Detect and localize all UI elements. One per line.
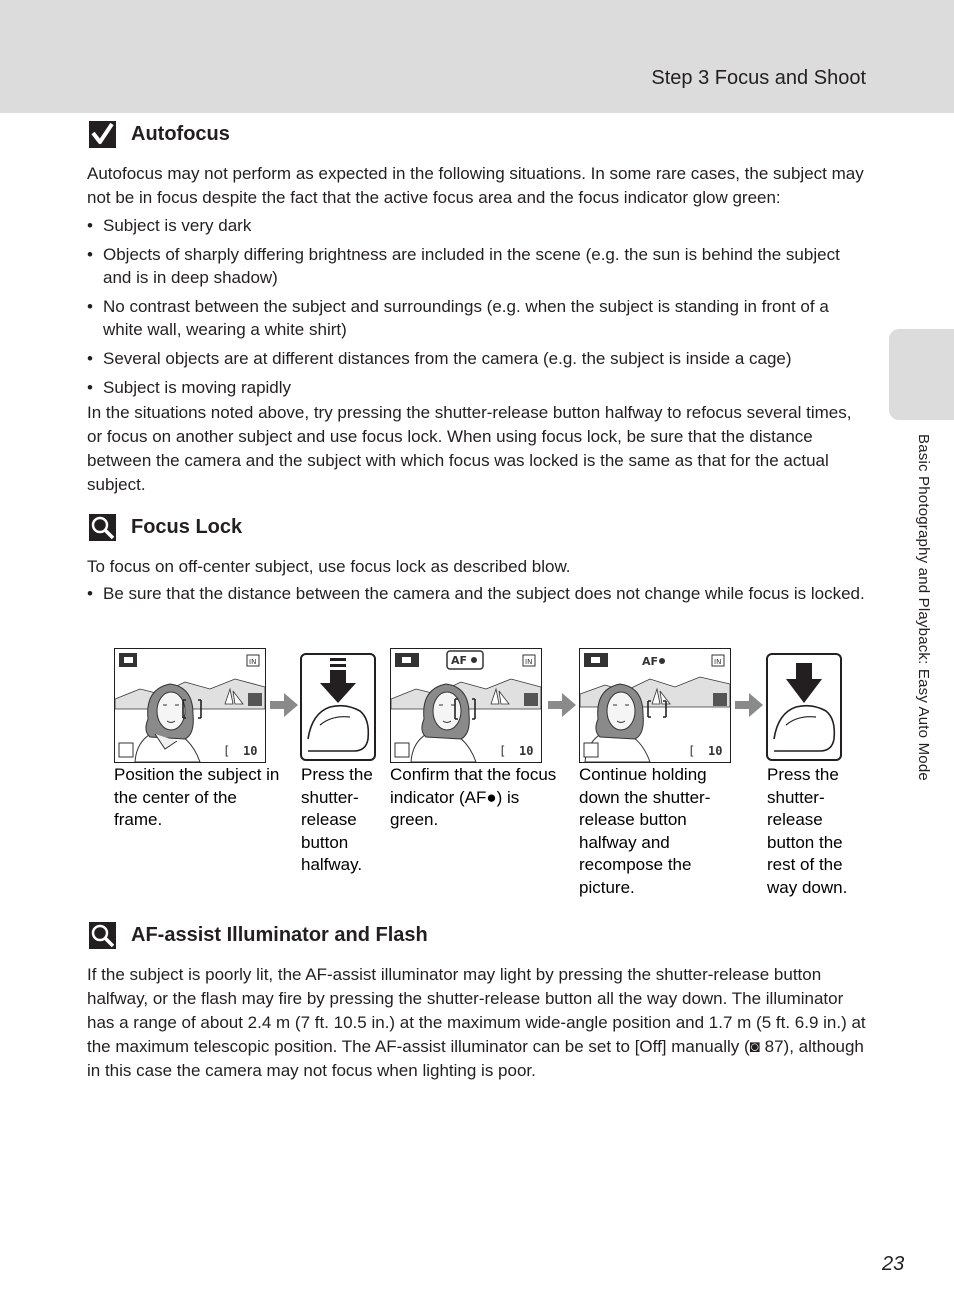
focus-lock-intro: To focus on off-center subject, use focus lock as described blow. xyxy=(87,557,571,576)
list-item: • Several objects are at different distances from the camera (e.g. the subject is inside a cage) xyxy=(87,347,867,370)
vr-icon xyxy=(524,693,538,706)
vr-icon xyxy=(713,693,727,706)
frames-remaining-label: 10 xyxy=(708,744,723,758)
camera-screen-step-1 xyxy=(114,648,266,763)
autofocus-heading-row xyxy=(88,120,230,149)
step-caption-5: Press the shutter-release button the rest of the way down. xyxy=(767,765,848,897)
page-number: 23 xyxy=(882,1253,905,1275)
af-assist-heading: AF-assist Illuminator and Flash xyxy=(131,924,428,946)
step-caption-1: Position the subject in the center of the frame. xyxy=(114,765,280,829)
image-mode-icon xyxy=(584,743,598,757)
af-indicator-icon xyxy=(642,655,665,668)
svg-text:AF: AF xyxy=(642,655,659,668)
finger-press-icon xyxy=(766,653,842,761)
running-header: Step 3 Focus and Shoot xyxy=(651,67,866,89)
svg-text:[: [ xyxy=(223,744,231,758)
list-item: • Subject is very dark xyxy=(87,214,867,237)
arrow-right-icon xyxy=(548,693,576,717)
autofocus-heading: Autofocus xyxy=(131,123,230,145)
camera-screen-step-3 xyxy=(390,648,542,763)
frames-remaining-label: 10 xyxy=(243,744,258,758)
list-item: • No contrast between the subject and surroundings (e.g. when the subject is standing in front of a white wall, wearing a white shirt) xyxy=(87,295,867,341)
focus-lock-bullet-list xyxy=(87,582,867,611)
svg-text:AF: AF xyxy=(451,654,468,667)
list-item: • Be sure that the distance between the camera and the subject does not change while focus is locked. xyxy=(87,582,867,605)
list-item: • Objects of sharply differing brightness are included in the scene (e.g. the sun is behind the subject and is in deep shadow) xyxy=(87,243,867,289)
list-item: • Subject is moving rapidly xyxy=(87,376,867,399)
focus-lock-heading: Focus Lock xyxy=(131,516,243,538)
arrow-right-icon xyxy=(270,693,298,717)
af-assist-body: If the subject is poorly lit, the AF-assist illuminator may light by pressing the shutter-release button halfway, or the flash may fire by pressing the shutter-release button all the way down. The illuminator has a range of about 2.4 m (7 ft. 10.5 in.) at the maximum wide-angle position and 1.7 m (5 ft. 6.9 in.) at the maximum telescopic position. The AF-assist illuminator can be set to [Off] manually (◙ 87), although in this case the camera may not focus when lighting is poor. xyxy=(87,965,866,1080)
chapter-tab xyxy=(889,329,954,420)
autofocus-bullet-list xyxy=(87,214,867,405)
step-caption-2: Press the shutter-release button halfway. xyxy=(301,765,373,874)
focus-lock-heading-row xyxy=(88,513,242,542)
memory-label: IN xyxy=(249,658,257,666)
memory-label: IN xyxy=(525,658,533,666)
autofocus-outro: In the situations noted above, try pressing the shutter-release button halfway to refocus several times, or focus on another subject and use focus lock. When using focus lock, be sure that the distance between the camera and the subject with which focus was locked is the same as that for the actual subject. xyxy=(87,403,852,494)
af-assist-heading-row xyxy=(88,921,428,950)
memory-label: IN xyxy=(714,658,722,666)
svg-text:[: [ xyxy=(688,744,696,758)
image-mode-icon xyxy=(395,743,409,757)
header-band xyxy=(0,0,954,113)
checkmark-note-icon xyxy=(88,120,117,149)
finger-press-icon xyxy=(300,653,376,761)
arrow-right-icon xyxy=(735,693,763,717)
magnifier-note-icon xyxy=(88,921,117,950)
svg-text:[: [ xyxy=(499,744,507,758)
frames-remaining-label: 10 xyxy=(519,744,534,758)
vr-icon xyxy=(248,693,262,706)
image-mode-icon xyxy=(119,743,133,757)
chapter-tab-label: Basic Photography and Playback: Easy Auto Mode xyxy=(915,434,932,781)
step-caption-3: Confirm that the focus indicator (AF●) is green. xyxy=(390,765,557,829)
autofocus-intro: Autofocus may not perform as expected in the following situations. In some rare cases, the subject may not be in focus despite the fact that the active focus area and the focus indicator glow green: xyxy=(87,164,864,207)
af-indicator-icon xyxy=(447,651,483,669)
step-caption-4: Continue holding down the shutter-release button halfway and recompose the picture. xyxy=(579,765,711,897)
magnifier-note-icon xyxy=(88,513,117,542)
camera-screen-step-4 xyxy=(579,648,731,763)
